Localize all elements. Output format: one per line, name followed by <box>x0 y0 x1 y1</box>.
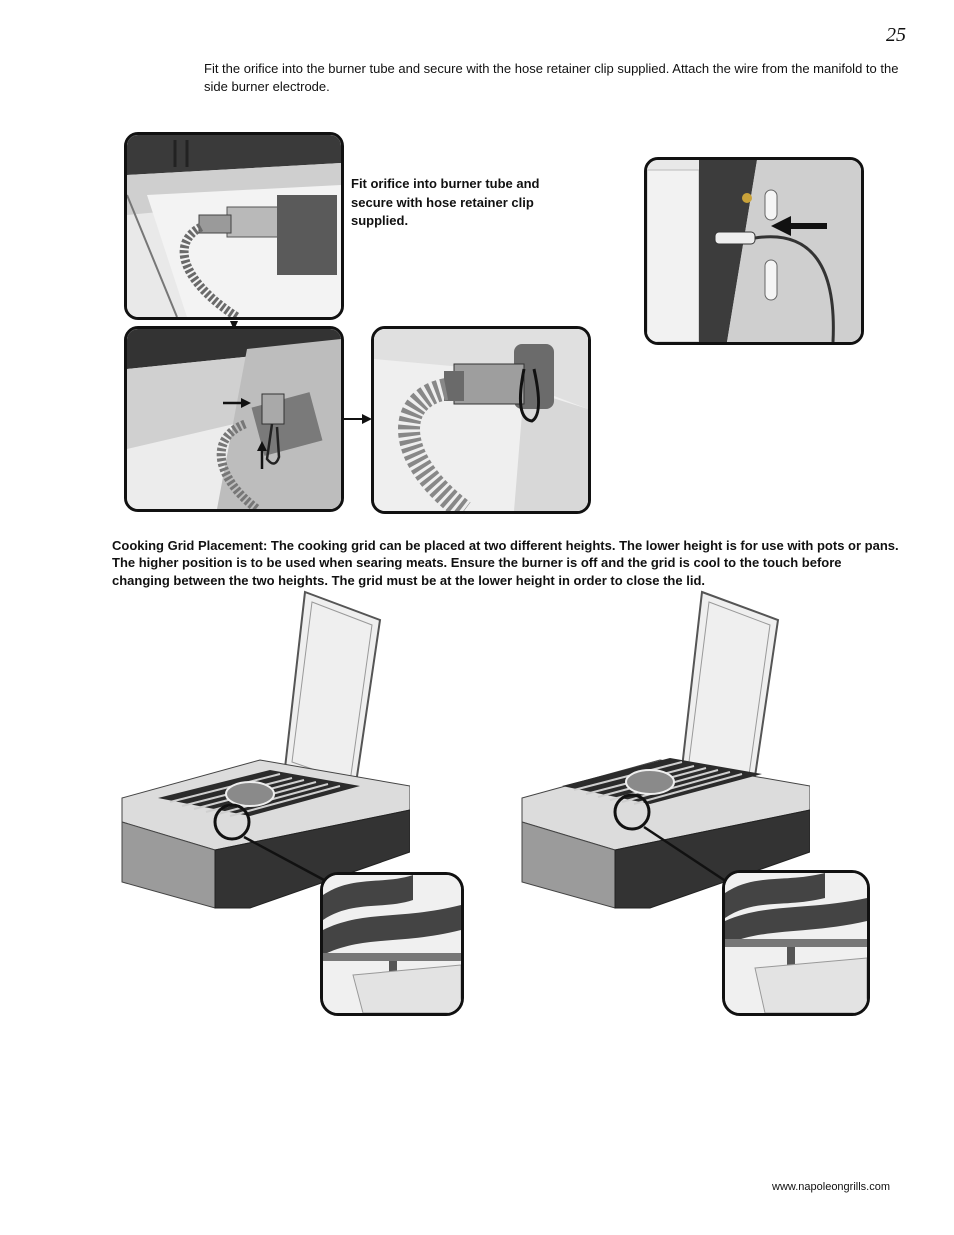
grid-placement-paragraph <box>112 537 902 589</box>
figure-high-grid-detail <box>722 870 870 1016</box>
figure-hose-closeup <box>371 326 591 514</box>
callout-text: Fit orifice into burner tube and secure with hose retainer clip supplied. <box>351 176 540 228</box>
page-number: 25 <box>886 24 906 46</box>
figure-orifice-top <box>124 132 344 320</box>
figure-low-grid-detail <box>320 872 464 1016</box>
intro-paragraph: Fit the orifice into the burner tube and secure with the hose retainer clip supplied. Attach the wire from the manifold to the side burner electrode. <box>204 61 899 94</box>
side-burner-low-grid-illustration <box>110 590 410 920</box>
grid-placement-body: The cooking grid can be placed at two different heights. The lower height is for use with pots or pans. The higher position is to be used when searing meats. Ensure the burner is off and the grid is cool to the touch before changing between the two heights. The grid must be at the lower height in order to close the lid. <box>112 538 899 588</box>
footer-url: www.napoleongrills.com <box>772 1181 890 1193</box>
grid-placement-heading: Cooking Grid Placement: <box>112 538 268 553</box>
figure-electrode <box>644 157 864 345</box>
arrow-right-icon <box>344 413 372 425</box>
figure-orifice-clip <box>124 326 344 512</box>
